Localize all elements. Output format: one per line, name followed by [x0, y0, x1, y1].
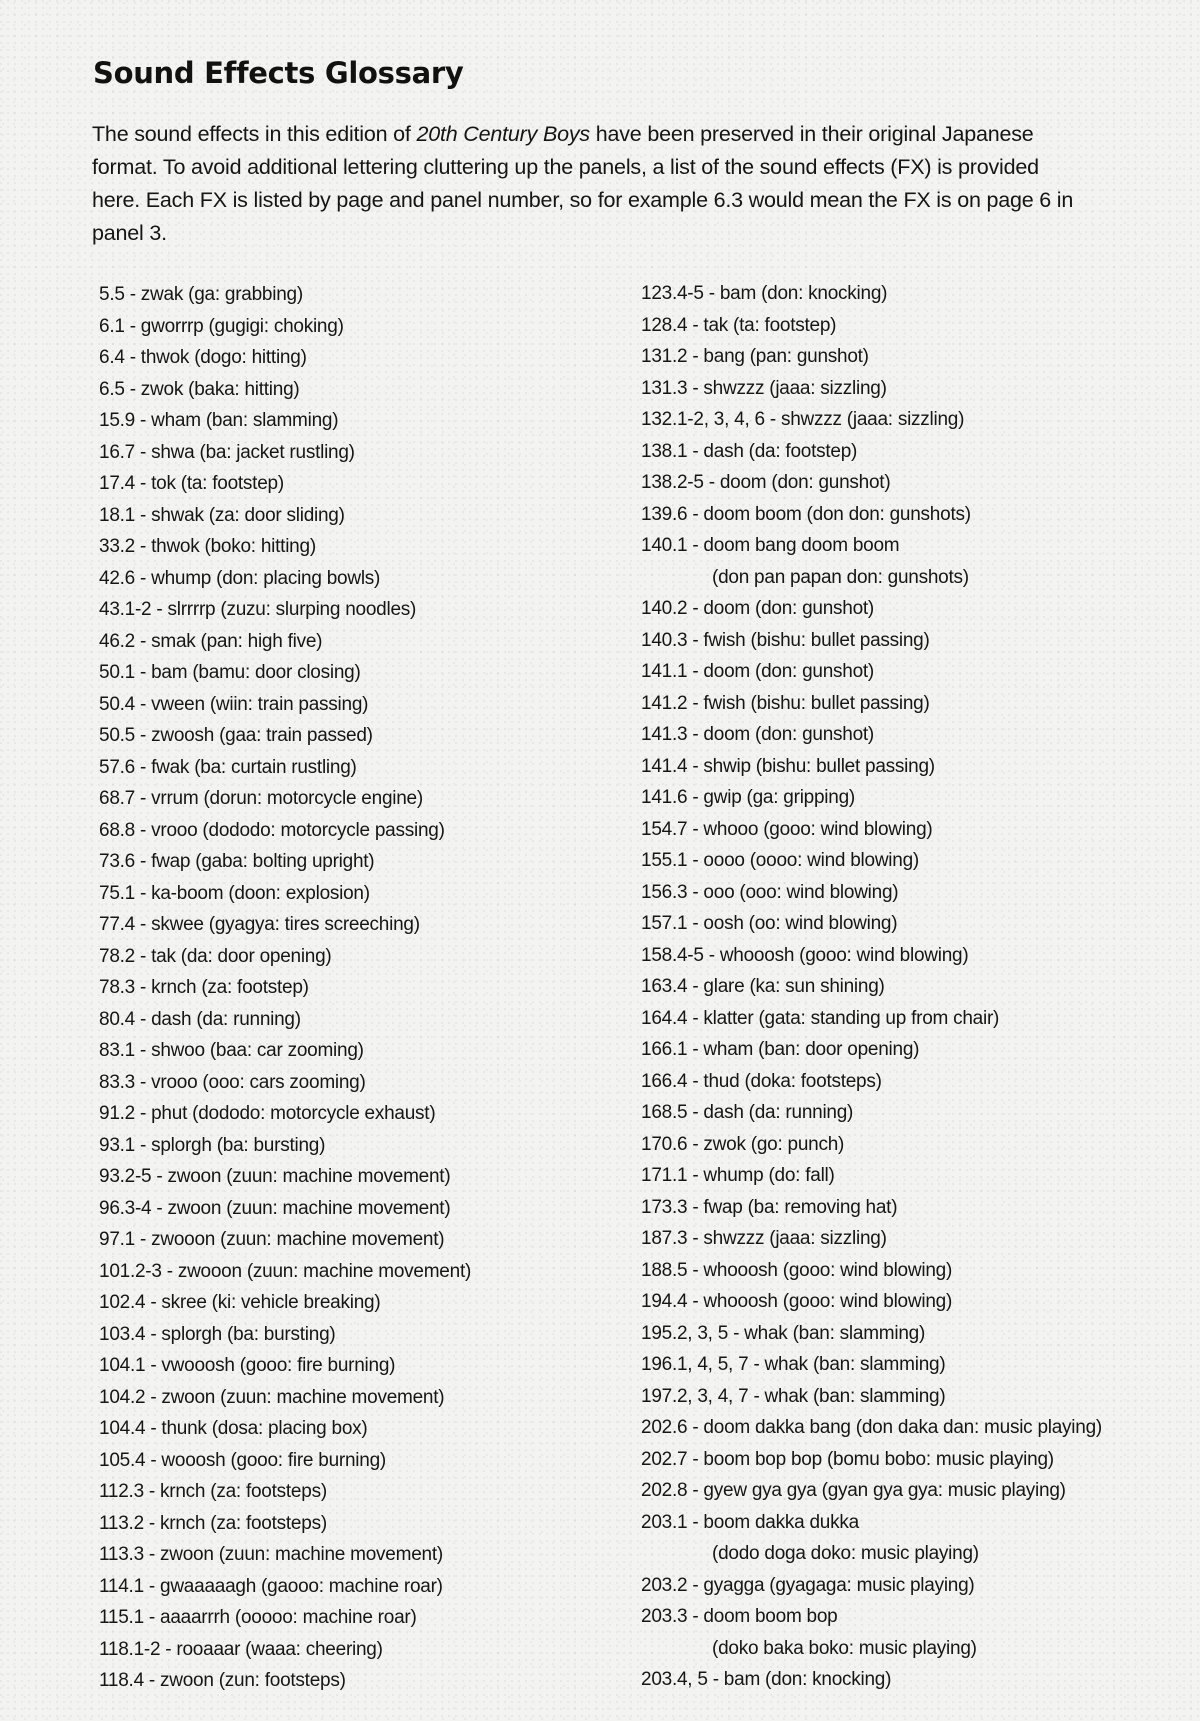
fx-entry: [99, 1161, 471, 1193]
fx-entry-text: 112.3 - krnch (za: footsteps): [99, 1481, 327, 1502]
fx-entry: [641, 1223, 1102, 1255]
fx-entry: [99, 500, 471, 532]
fx-entry: [99, 1571, 471, 1603]
fx-entry: [99, 972, 471, 1004]
fx-entry-text: 166.1 - wham (ban: door opening): [641, 1039, 920, 1060]
fx-entry: [641, 310, 1102, 342]
fx-entry: [99, 720, 471, 752]
fx-entry-text: (doko baka boko: music playing): [712, 1637, 977, 1659]
fx-entry-text: 131.2 - bang (pan: gunshot): [641, 346, 869, 367]
fx-entry: [99, 1634, 471, 1666]
fx-entry-text: 138.2-5 - doom (don: gunshot): [641, 472, 891, 493]
fx-entry-continuation: [641, 1538, 1102, 1570]
fx-entry: [641, 1349, 1102, 1381]
fx-entry: [99, 405, 471, 437]
fx-entry: [641, 1570, 1102, 1602]
fx-entry-text: 17.4 - tok (ta: footstep): [99, 473, 284, 494]
fx-entry-text: 203.3 - doom boom bop: [641, 1606, 838, 1627]
fx-entry: [99, 1067, 471, 1099]
fx-entry-text: 154.7 - whooo (gooo: wind blowing): [641, 818, 933, 840]
fx-entry: [99, 1256, 471, 1288]
fx-entry: [99, 878, 471, 910]
fx-entry: [641, 1412, 1102, 1444]
fx-entry: [641, 1381, 1102, 1413]
intro-book-title: 20th Century Boys: [416, 122, 590, 146]
fx-entry-text: 114.1 - gwaaaaagh (gaooo: machine roar): [99, 1575, 443, 1597]
fx-entry-text: 141.1 - doom (don: gunshot): [641, 661, 875, 682]
fx-entry-text: 141.4 - shwip (bishu: bullet passing): [641, 755, 935, 777]
fx-entry-text: 96.3-4 - zwoon (zuun: machine movement): [99, 1197, 451, 1219]
fx-entry: [641, 1601, 1102, 1633]
fx-entry-text: 91.2 - phut (dododo: motorcycle exhaust): [99, 1103, 436, 1124]
fx-entry: [641, 1160, 1102, 1192]
fx-entry: [641, 404, 1102, 436]
fx-entry: [99, 563, 471, 595]
fx-entry: [641, 877, 1102, 909]
fx-entry-text: 118.1-2 - rooaaar (waaa: cheering): [99, 1638, 383, 1660]
fx-entry-text: 168.5 - dash (da: running): [641, 1102, 854, 1123]
fx-entry: [99, 437, 471, 469]
fx-entry-text: 141.2 - fwish (bishu: bullet passing): [641, 692, 930, 714]
fx-entry-text: 202.8 - gyew gya gya (gyan gya gya: music playing): [641, 1480, 1066, 1501]
fx-entry: [641, 1444, 1102, 1476]
fx-entry: [641, 593, 1102, 625]
fx-entry-text: 131.3 - shwzzz (jaaa: sizzling): [641, 377, 887, 399]
fx-entry: [99, 815, 471, 847]
fx-entry: [641, 530, 1102, 562]
fx-entry: [641, 278, 1102, 310]
fx-entry: [641, 1034, 1102, 1066]
fx-entry: [641, 1286, 1102, 1318]
fx-entry-text: 128.4 - tak (ta: footstep): [641, 314, 837, 336]
fx-entry-text: 170.6 - zwok (go: punch): [641, 1133, 845, 1155]
fx-entry-text: 15.9 - wham (ban: slamming): [99, 410, 339, 431]
fx-entry: [641, 436, 1102, 468]
fx-entry: [641, 1475, 1102, 1507]
fx-entry: [641, 1097, 1102, 1129]
fx-entry: [99, 1319, 471, 1351]
fx-entry: [99, 941, 471, 973]
fx-entry-text: 156.3 - ooo (ooo: wind blowing): [641, 881, 899, 903]
fx-entry-text: 196.1, 4, 5, 7 - whak (ban: slamming): [641, 1354, 946, 1375]
fx-entry-text: 140.2 - doom (don: gunshot): [641, 598, 875, 619]
fx-entry-text: 195.2, 3, 5 - whak (ban: slamming): [641, 1322, 926, 1344]
fx-entry-text: 83.3 - vrooo (ooo: cars zooming): [99, 1071, 366, 1093]
fx-entry-text: 113.3 - zwoon (zuun: machine movement): [99, 1544, 443, 1565]
fx-entry-text: 113.2 - krnch (za: footsteps): [99, 1512, 327, 1534]
fx-entry: [99, 689, 471, 721]
fx-entry-text: 6.5 - zwok (baka: hitting): [99, 378, 300, 400]
intro-text-end: have been preserved in their original Japanese format. To avoid additional lettering cluttering up the panels, a list of the sound effects (FX) is provided here. Each FX is listed by page and panel number, so for example 6.3 would mean the FX is on page 6 in panel 3.: [92, 122, 1074, 245]
fx-entry: [99, 342, 471, 374]
fx-entry-text: 171.1 - whump (do: fall): [641, 1165, 835, 1186]
fx-entry-text: 158.4-5 - whooosh (gooo: wind blowing): [641, 944, 969, 966]
fx-entry-text: 6.4 - thwok (dogo: hitting): [99, 347, 307, 368]
fx-entry: [641, 467, 1102, 499]
fx-entry-text: 77.4 - skwee (gyagya: tires screeching): [99, 914, 420, 935]
fx-entry-text: 75.1 - ka-boom (doon: explosion): [99, 882, 370, 904]
fx-entry: [99, 1508, 471, 1540]
fx-entry: [99, 1004, 471, 1036]
fx-entry: [99, 1602, 471, 1634]
fx-entry: [99, 1287, 471, 1319]
intro-paragraph: [92, 118, 1092, 250]
fx-entry: [641, 688, 1102, 720]
fx-entry-text: 104.4 - thunk (dosa: placing box): [99, 1418, 368, 1439]
fx-entry-text: 5.5 - zwak (ga: grabbing): [99, 284, 303, 305]
fx-entry: [99, 279, 471, 311]
fx-entry-text: 101.2-3 - zwooon (zuun: machine movement): [99, 1260, 472, 1282]
fx-entry: [99, 909, 471, 941]
fx-entry-text: 78.2 - tak (da: door opening): [99, 945, 332, 967]
fx-entry: [641, 1664, 1102, 1696]
fx-entry-text: 68.7 - vrrum (dorun: motorcycle engine): [99, 788, 423, 809]
fx-entry-text: 57.6 - fwak (ba: curtain rustling): [99, 756, 357, 778]
fx-entry: [99, 1224, 471, 1256]
fx-entry: [641, 971, 1102, 1003]
page-title: Sound Effects Glossary: [93, 56, 464, 90]
fx-entry: [99, 1098, 471, 1130]
fx-entry-text: 188.5 - whooosh (gooo: wind blowing): [641, 1259, 953, 1281]
fx-entry: [641, 814, 1102, 846]
fx-entry: [99, 1035, 471, 1067]
fx-entry-text: 80.4 - dash (da: running): [99, 1008, 301, 1030]
fx-entry-text: 164.4 - klatter (gata: standing up from chair): [641, 1007, 1000, 1029]
fx-entry: [99, 752, 471, 784]
fx-entry: [641, 1318, 1102, 1350]
fx-entry: [99, 783, 471, 815]
fx-entry: [99, 1413, 471, 1445]
fx-entry-text: 83.1 - shwoo (baa: car zooming): [99, 1040, 364, 1061]
fx-entry-text: 203.4, 5 - bam (don: knocking): [641, 1669, 892, 1690]
fx-entry: [641, 625, 1102, 657]
fx-entry-text: 141.3 - doom (don: gunshot): [641, 724, 875, 745]
fx-list-right: [641, 278, 1102, 1696]
fx-entry-text: 18.1 - shwak (za: door sliding): [99, 504, 345, 526]
fx-entry: [99, 626, 471, 658]
fx-entry-text: 105.4 - wooosh (gooo: fire burning): [99, 1449, 386, 1471]
fx-entry-text: 202.6 - doom dakka bang (don daka dan: music playing): [641, 1417, 1102, 1438]
fx-entry: [99, 311, 471, 343]
fx-entry: [99, 468, 471, 500]
fx-entry-continuation: [641, 1633, 1102, 1665]
fx-entry-text: 203.1 - boom dakka dukka: [641, 1511, 859, 1533]
fx-entry-text: 78.3 - krnch (za: footstep): [99, 977, 309, 998]
fx-entry: [641, 940, 1102, 972]
fx-entry: [641, 341, 1102, 373]
fx-entry-text: 104.2 - zwoon (zuun: machine movement): [99, 1386, 445, 1408]
fx-entry-text: 163.4 - glare (ka: sun shining): [641, 976, 885, 997]
fx-entry-text: 140.1 - doom bang doom boom: [641, 535, 900, 556]
fx-entry-text: (don pan papan don: gunshots): [712, 566, 969, 588]
fx-entry-text: 157.1 - oosh (oo: wind blowing): [641, 913, 898, 934]
fx-entry: [99, 1130, 471, 1162]
fx-entry-text: 33.2 - thwok (boko: hitting): [99, 536, 316, 557]
fx-entry: [641, 845, 1102, 877]
fx-entry-text: 102.4 - skree (ki: vehicle breaking): [99, 1292, 381, 1313]
fx-entry: [641, 1129, 1102, 1161]
fx-entry-text: 43.1-2 - slrrrrp (zuzu: slurping noodles): [99, 599, 417, 620]
fx-entry-text: 50.5 - zwoosh (gaa: train passed): [99, 725, 373, 746]
fx-entry-text: 187.3 - shwzzz (jaaa: sizzling): [641, 1228, 887, 1249]
fx-entry-continuation: [641, 562, 1102, 594]
fx-entry: [641, 499, 1102, 531]
fx-entry-text: 155.1 - oooo (oooo: wind blowing): [641, 850, 919, 871]
fx-entry-text: 173.3 - fwap (ba: removing hat): [641, 1196, 898, 1218]
fx-entry-text: 103.4 - splorgh (ba: bursting): [99, 1323, 336, 1345]
fx-entry: [99, 1539, 471, 1571]
fx-entry: [641, 1507, 1102, 1539]
fx-entry: [641, 1066, 1102, 1098]
fx-entry: [641, 1003, 1102, 1035]
fx-entry-text: 132.1-2, 3, 4, 6 - shwzzz (jaaa: sizzling): [641, 409, 965, 430]
fx-entry: [99, 1665, 471, 1697]
fx-entry-text: 139.6 - doom boom (don don: gunshots): [641, 503, 971, 525]
fx-entry-text: 140.3 - fwish (bishu: bullet passing): [641, 629, 930, 651]
fx-entry-text: 138.1 - dash (da: footstep): [641, 440, 858, 462]
fx-list-left: [99, 279, 471, 1697]
fx-entry: [641, 1255, 1102, 1287]
fx-entry: [641, 782, 1102, 814]
fx-entry-text: 118.4 - zwoon (zun: footsteps): [99, 1670, 346, 1691]
fx-entry-text: 93.1 - splorgh (ba: bursting): [99, 1134, 326, 1156]
intro-text-start: The sound effects in this edition of: [92, 122, 417, 146]
fx-entry: [99, 846, 471, 878]
fx-entry-text: 203.2 - gyagga (gyagaga: music playing): [641, 1574, 975, 1596]
fx-entry: [641, 373, 1102, 405]
fx-entry: [99, 1476, 471, 1508]
fx-entry: [99, 1350, 471, 1382]
fx-entry: [641, 751, 1102, 783]
fx-entry-text: 50.1 - bam (bamu: door closing): [99, 662, 361, 683]
fx-entry-text: 197.2, 3, 4, 7 - whak (ban: slamming): [641, 1385, 946, 1407]
fx-entry: [99, 1193, 471, 1225]
fx-entry-text: (dodo doga doko: music playing): [712, 1543, 979, 1564]
fx-entry: [99, 374, 471, 406]
fx-entry-text: 73.6 - fwap (gaba: bolting upright): [99, 851, 375, 872]
fx-entry-text: 93.2-5 - zwoon (zuun: machine movement): [99, 1166, 451, 1187]
fx-entry-text: 166.4 - thud (doka: footsteps): [641, 1070, 882, 1092]
fx-entry-text: 104.1 - vwooosh (gooo: fire burning): [99, 1355, 396, 1376]
fx-entry-text: 6.1 - gworrrp (gugigi: choking): [99, 315, 344, 337]
fx-entry-text: 97.1 - zwooon (zuun: machine movement): [99, 1229, 445, 1250]
fx-entry-text: 141.6 - gwip (ga: gripping): [641, 787, 855, 808]
fx-entry-text: 194.4 - whooosh (gooo: wind blowing): [641, 1291, 953, 1312]
fx-entry: [641, 1192, 1102, 1224]
fx-entry: [641, 908, 1102, 940]
fx-entry: [99, 657, 471, 689]
fx-entry-text: 16.7 - shwa (ba: jacket rustling): [99, 441, 355, 463]
fx-entry-text: 68.8 - vrooo (dododo: motorcycle passing): [99, 819, 445, 841]
fx-entry: [641, 719, 1102, 751]
fx-entry-text: 123.4-5 - bam (don: knocking): [641, 283, 888, 304]
fx-entry-text: 46.2 - smak (pan: high five): [99, 630, 323, 652]
fx-entry: [99, 531, 471, 563]
fx-entry-text: 115.1 - aaaarrrh (ooooo: machine roar): [99, 1607, 417, 1628]
fx-entry: [99, 594, 471, 626]
fx-entry: [99, 1445, 471, 1477]
fx-entry-text: 202.7 - boom bop bop (bomu bobo: music playing): [641, 1448, 1054, 1470]
fx-entry-text: 42.6 - whump (don: placing bowls): [99, 567, 381, 589]
fx-entry: [99, 1382, 471, 1414]
fx-entry-text: 50.4 - vween (wiin: train passing): [99, 693, 369, 715]
fx-entry: [641, 656, 1102, 688]
